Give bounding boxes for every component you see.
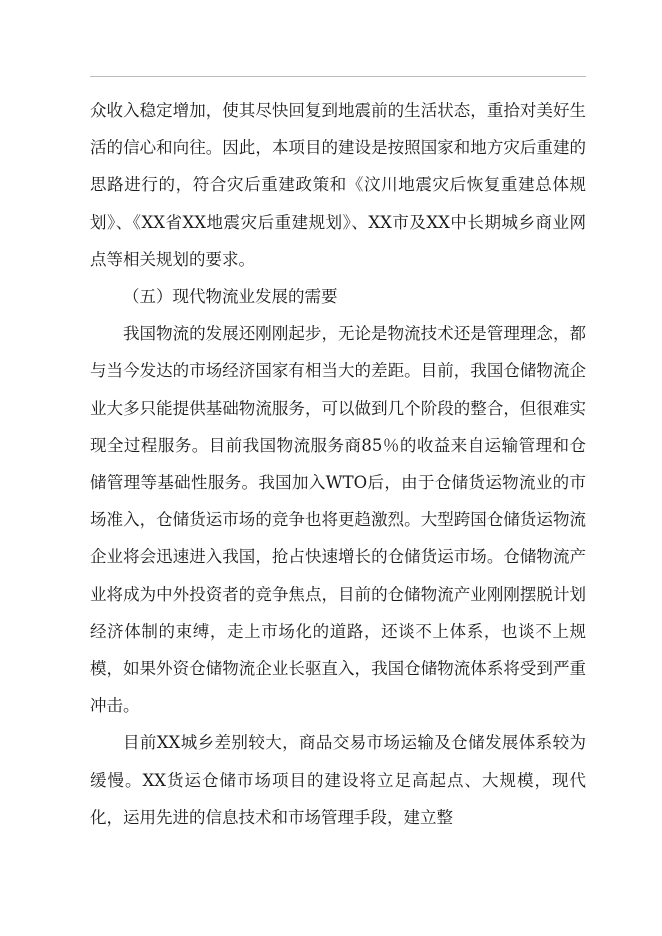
paragraph-logistics-development: 我国物流的发展还刚刚起步，无论是物流技术还是管理理念，都与当今发达的市场经济国家有相当大的差距。目前，我国仓储物流企业大多只能提供基础物流服务，可以做到几个阶段的整合，但很难实现全过程服务。目前我国物流服务商85％的收益来自运输管理和仓储管理等基础性服务。我国加入WTO后，由于仓储货运物流业的市场准入，仓储货运市场的竞争也将更趋激烈。大型跨国仓储货运物流企业将会迅速进入我国，抢占快速增长的仓储货运市场。仓储物流产业将成为中外投资者的竞争焦点，目前的仓储物流产业刚刚摆脱计划经济体制的束缚，走上市场化的道路，还谈不上体系，也谈不上规模，如果外资仓储物流企业长驱直入，我国仓储物流体系将受到严重冲击。 <box>90 324 586 716</box>
paragraph-continued: 众收入稳定增加，使其尽快回复到地震前的生活状态，重拾对美好生活的信心和向往。因此，本项目的建设是按照国家和地方灾后重建的思路进行的，符合灾后重建政策和《汶川地震灾后恢复重建总体规划》、《XX省XX地震灾后重建规划》、XX市及XX中长期城乡商业网点等相关规划的要求。 <box>90 101 586 269</box>
paragraph-local-market: 目前XX城乡差别较大，商品交易市场运输及仓储发展体系较为缓慢。XX货运仓储市场项目的建设将立足高起点、大规模，现代化，运用先进的信息技术和市场管理手段，建立整 <box>90 733 586 827</box>
section-heading-5: （五）现代物流业发展的需要 <box>123 287 338 307</box>
document-body <box>90 92 586 836</box>
header-rule <box>90 76 586 77</box>
